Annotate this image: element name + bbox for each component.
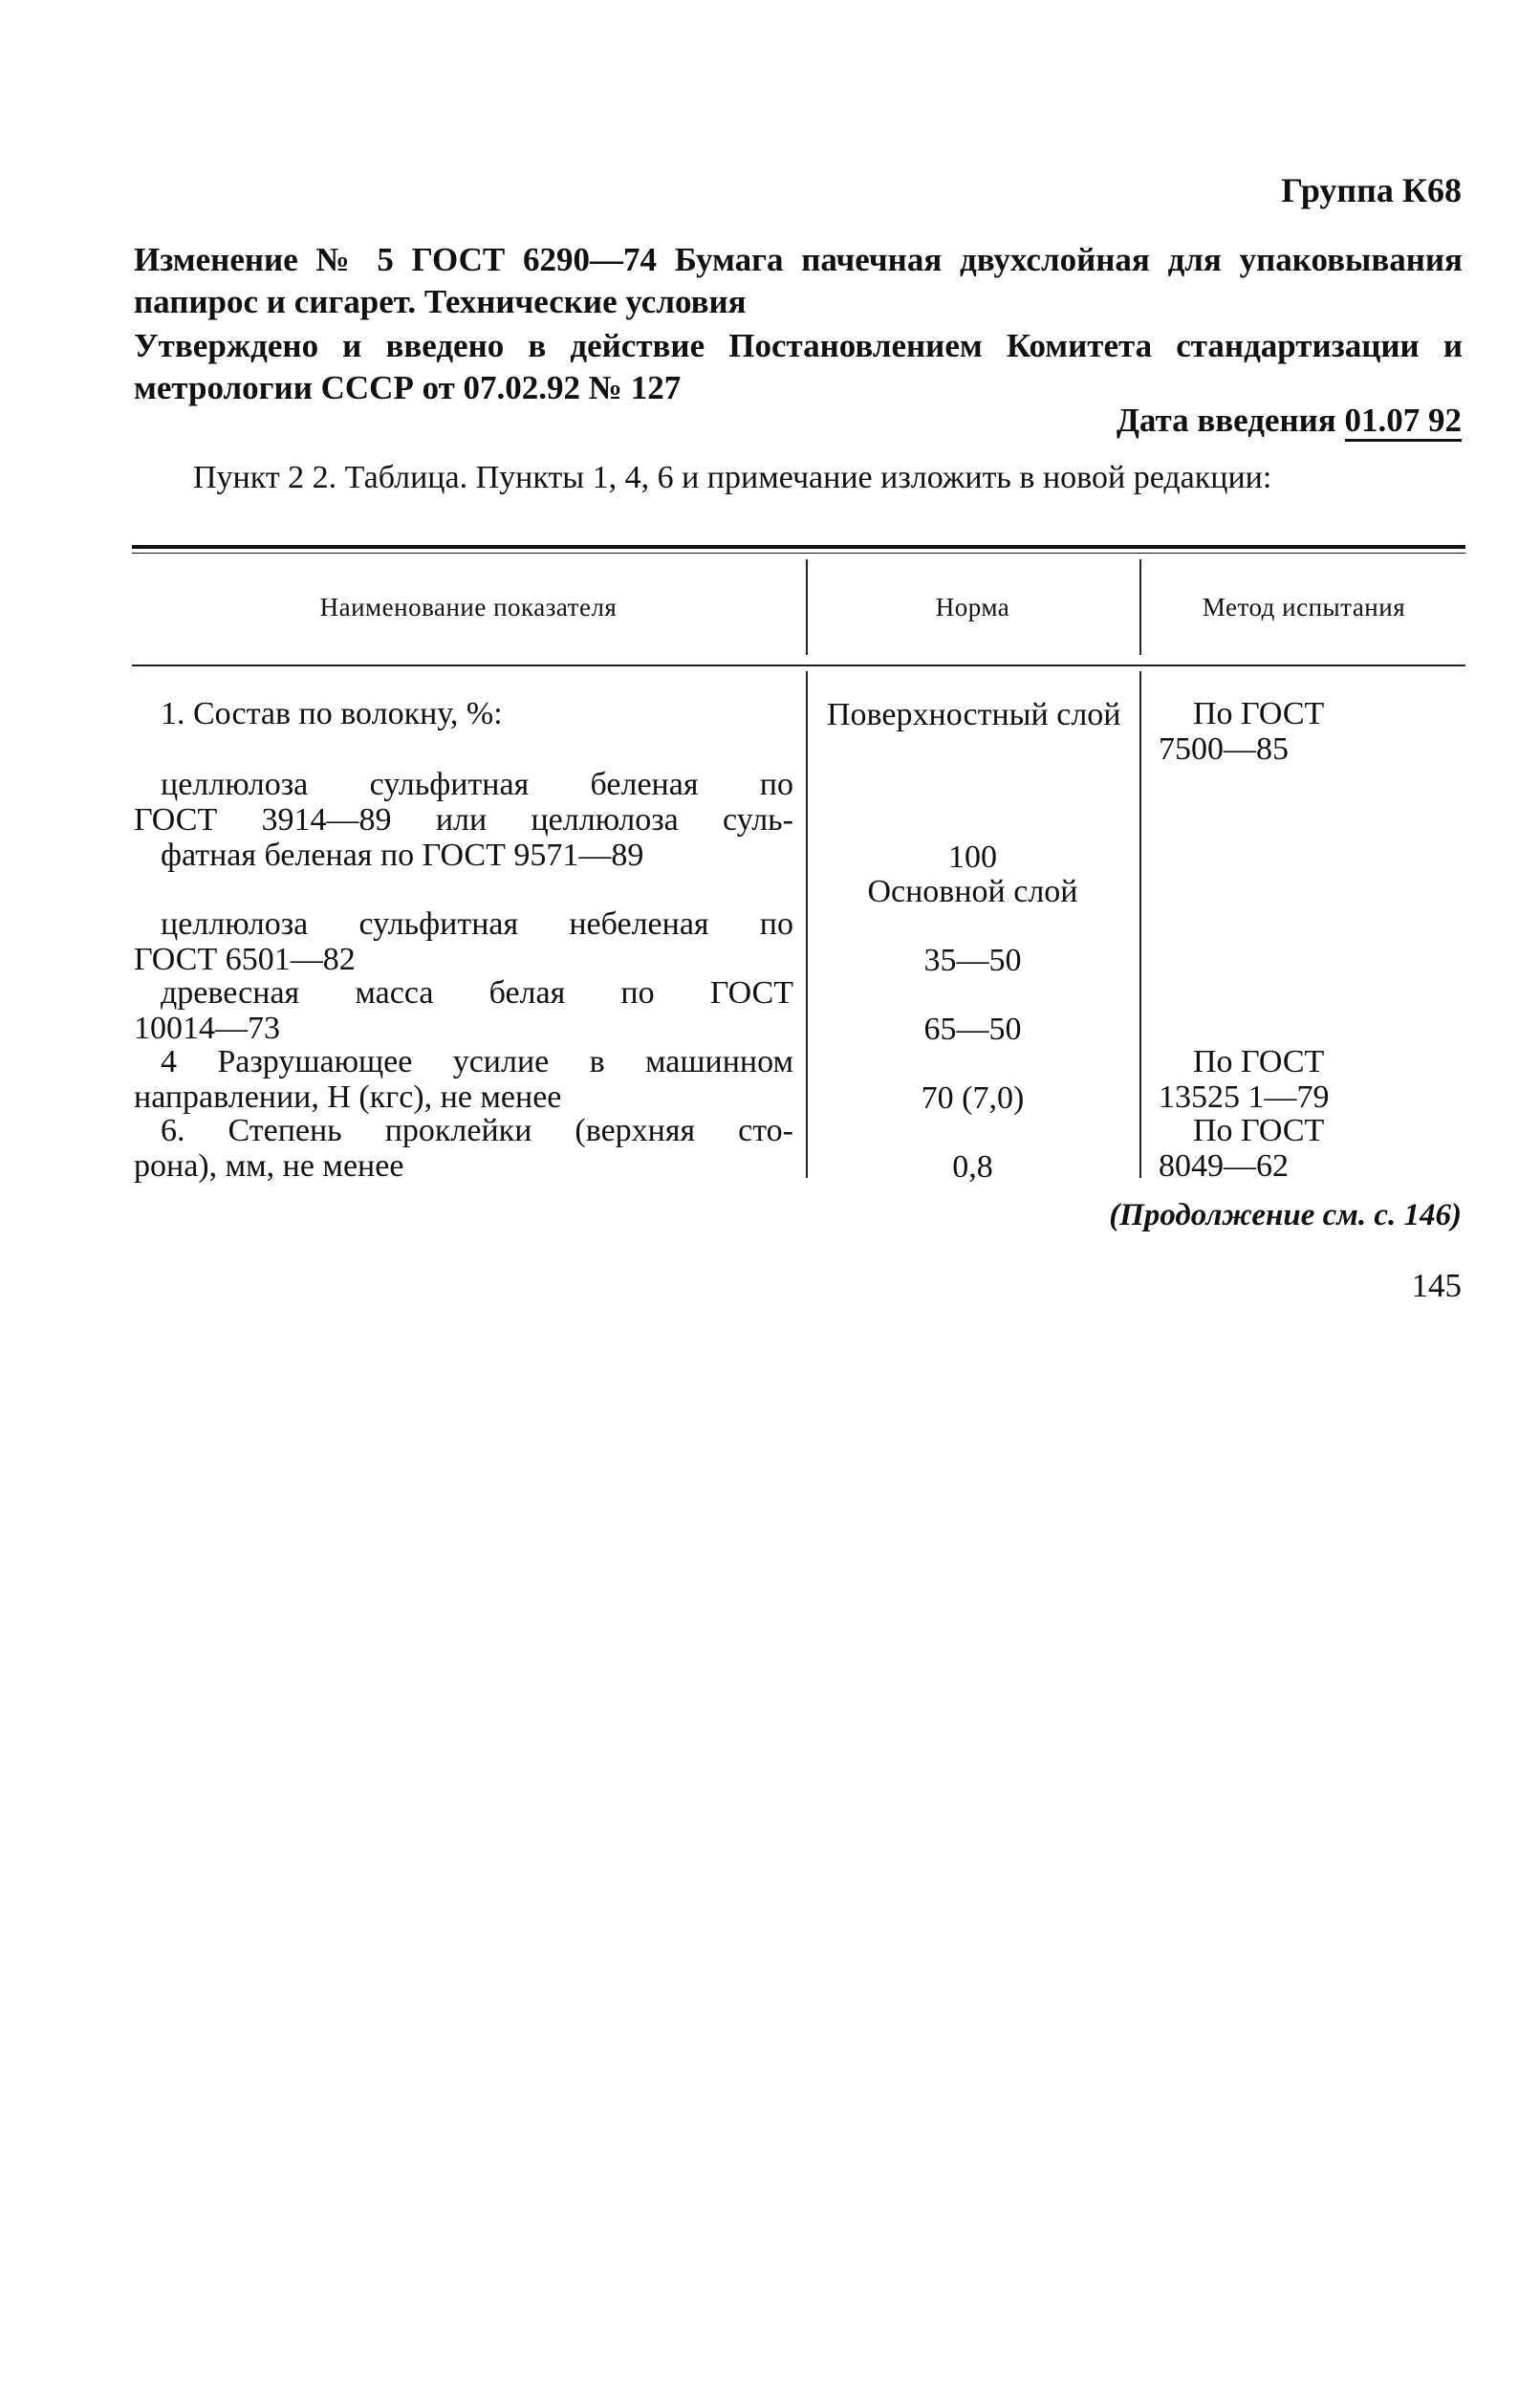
table-cell-norm: 0,8	[952, 1149, 993, 1185]
table-cell-name	[134, 1044, 793, 1115]
name-line: фатная беленая по ГОСТ 9571—89	[161, 838, 644, 873]
page-number: 145	[1411, 1267, 1462, 1304]
table-cell-method	[1159, 1044, 1445, 1115]
header-indicator-name: Наименование показателя	[319, 593, 618, 621]
name-line: древесная масса белая по ГОСТ	[161, 975, 793, 1011]
table-cell-name	[134, 906, 793, 977]
method-line: 13525 1—79	[1159, 1079, 1330, 1115]
table-cell-name	[134, 975, 793, 1046]
name-line: рона), мм, не менее	[134, 1148, 404, 1184]
method-line: 8049—62	[1159, 1148, 1289, 1184]
document-title: Изменение № 5 ГОСТ 6290—74 Бумага пачечная двухслойная для упаковывания папирос и сигарет. Технические условия	[134, 241, 1463, 320]
table-cell-norm: 35—50	[923, 943, 1022, 978]
table-cell-method	[1159, 1113, 1445, 1184]
header-test-method: Метод испытания	[1202, 593, 1406, 621]
group-label: Группа К68	[1281, 171, 1462, 209]
table-cell-name	[134, 767, 793, 873]
table-cell-method	[1159, 696, 1445, 767]
table-top-rule	[132, 545, 1465, 549]
table-cell-norm: 70 (7,0)	[921, 1080, 1025, 1116]
table-cell-norm-subheading: Основной слой	[867, 874, 1078, 909]
date-label: Дата введения	[1116, 402, 1336, 439]
table-cell-name	[134, 1113, 793, 1184]
method-line: 7500—85	[1159, 731, 1289, 767]
column-divider	[1139, 671, 1141, 1178]
effective-date	[1117, 402, 1462, 440]
name-line: направлении, Н (кгс), не менее	[134, 1079, 562, 1115]
method-line: По ГОСТ	[1193, 1044, 1325, 1079]
table-cell-norm: 100	[948, 839, 997, 875]
approval-statement: Утверждено и введено в действие Постановлением Комитета стандартизации и метрологии СССР от 07.02.92 № 127	[134, 327, 1463, 406]
name-line: целлюлоза сульфитная небеленая по	[161, 906, 793, 942]
date-value: 01.07 92	[1345, 402, 1463, 442]
name-line: 4 Разрушающее усилие в машинном	[161, 1044, 793, 1079]
name-line: 10014—73	[134, 1011, 280, 1046]
table-cell-norm: 65—50	[923, 1012, 1022, 1047]
name-line: ГОСТ 6501—82	[134, 942, 356, 977]
table-cell-name: 1. Состав по волокну, %:	[161, 696, 503, 731]
method-line: По ГОСТ	[1193, 696, 1325, 731]
name-line: ГОСТ 3914—89 или целлюлоза суль-	[134, 802, 793, 838]
method-line: По ГОСТ	[1193, 1113, 1325, 1148]
name-line: 6. Степень проклейки (верхняя сто-	[161, 1113, 793, 1148]
intro-paragraph: Пункт 2 2. Таблица. Пункты 1, 4, 6 и примечание изложить в новой редакции:	[193, 460, 1272, 495]
table-cell-norm: Поверхностный слой	[827, 697, 1121, 732]
name-line: целлюлоза сульфитная беленая по	[161, 767, 793, 802]
header-norm: Норма	[935, 593, 1010, 621]
table-header-rule	[132, 665, 1465, 666]
table-top-rule-thin	[132, 553, 1465, 554]
continuation-note: (Продолжение см. с. 146)	[1109, 1198, 1462, 1232]
